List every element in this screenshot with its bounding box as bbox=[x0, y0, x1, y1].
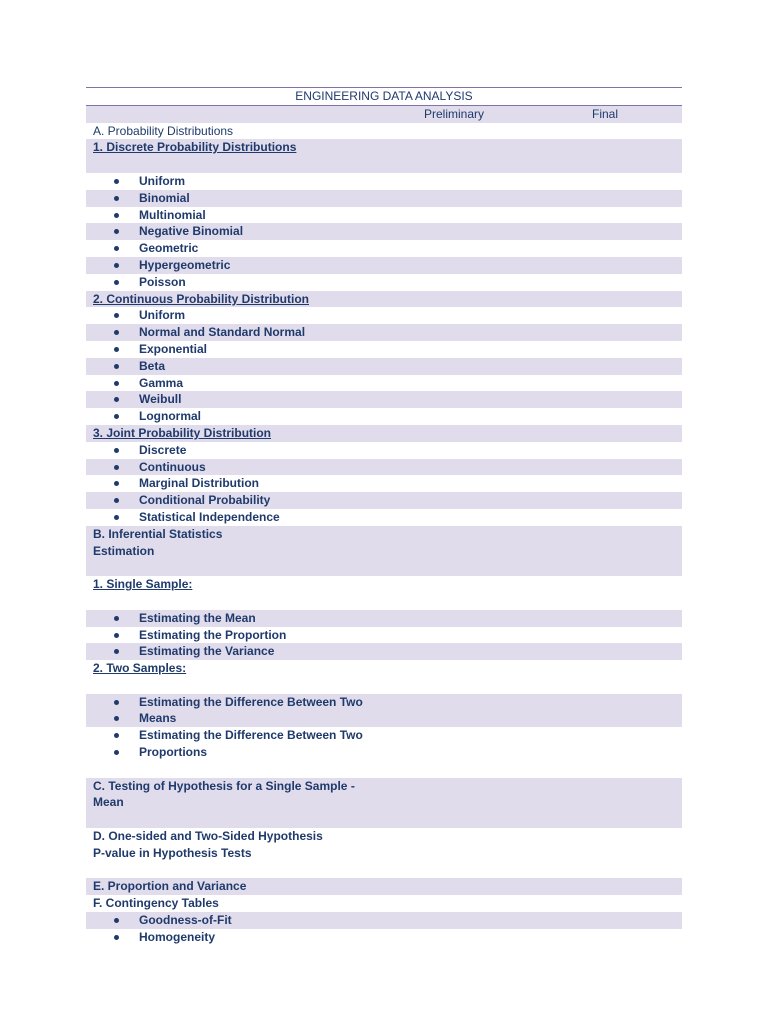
list-item bbox=[86, 643, 682, 660]
list-item bbox=[86, 207, 682, 224]
section-row bbox=[86, 576, 682, 593]
bullet-icon bbox=[114, 364, 119, 369]
bullet-icon bbox=[114, 280, 119, 285]
bullet-icon bbox=[114, 700, 119, 705]
list-item bbox=[86, 190, 682, 207]
bullet-icon bbox=[114, 196, 119, 201]
subsection-heading: 2. Two Samples: bbox=[93, 661, 187, 676]
list-item-label: Binomial bbox=[139, 190, 190, 205]
bullet-icon bbox=[114, 397, 119, 402]
list-item-label: Normal and Standard Normal bbox=[139, 325, 306, 340]
section-row bbox=[86, 828, 682, 845]
list-item-label: Conditional Probability bbox=[139, 493, 271, 508]
bullet-icon bbox=[114, 733, 119, 738]
list-item-label: Goodness-of-Fit bbox=[139, 913, 232, 928]
subsection-heading: 2. Continuous Probability Distribution bbox=[93, 291, 309, 306]
list-item bbox=[86, 240, 682, 257]
subsection-heading: 1. Single Sample: bbox=[93, 577, 193, 592]
section-heading: A. Probability Distributions bbox=[93, 123, 234, 138]
section-row bbox=[86, 878, 682, 895]
list-item-label: Beta bbox=[139, 358, 166, 373]
bullet-icon bbox=[114, 330, 119, 335]
bullet-icon bbox=[114, 750, 119, 755]
bullet-icon bbox=[114, 414, 119, 419]
list-item bbox=[86, 694, 682, 711]
bullet-icon bbox=[114, 381, 119, 386]
blank-row bbox=[86, 677, 682, 694]
list-item bbox=[86, 223, 682, 240]
list-item bbox=[86, 442, 682, 459]
list-item-label: Exponential bbox=[139, 341, 208, 356]
section-row bbox=[86, 425, 682, 442]
bullet-icon bbox=[114, 918, 119, 923]
list-item-label: Estimating the Difference Between Two bbox=[139, 728, 363, 743]
section-row bbox=[86, 895, 682, 912]
subsection-heading: 3. Joint Probability Distribution bbox=[93, 425, 272, 440]
blank-row bbox=[86, 761, 682, 778]
syllabus-table bbox=[86, 87, 682, 946]
title-row bbox=[86, 88, 682, 106]
list-item-label: Geometric bbox=[139, 241, 199, 256]
list-item-label: Lognormal bbox=[139, 409, 201, 424]
section-heading: B. Inferential Statistics bbox=[93, 526, 223, 541]
list-item bbox=[86, 257, 682, 274]
column-header-final: Final bbox=[592, 106, 619, 121]
section-row bbox=[86, 543, 682, 560]
document-title: ENGINEERING DATA ANALYSIS bbox=[295, 89, 473, 103]
section-row bbox=[86, 794, 682, 811]
section-heading: D. One-sided and Two-Sided Hypothesis bbox=[93, 829, 323, 844]
blank-row bbox=[86, 593, 682, 610]
list-item bbox=[86, 459, 682, 476]
bullet-icon bbox=[114, 229, 119, 234]
list-item bbox=[86, 610, 682, 627]
bullet-icon bbox=[114, 448, 119, 453]
list-item-label: Hypergeometric bbox=[139, 257, 231, 272]
bullet-icon bbox=[114, 515, 119, 520]
list-item-label: Estimating the Mean bbox=[139, 610, 256, 625]
section-heading: Mean bbox=[93, 795, 124, 810]
bullet-icon bbox=[114, 263, 119, 268]
section-row bbox=[86, 845, 682, 862]
list-item-label: Means bbox=[139, 711, 177, 726]
list-item-label: Uniform bbox=[139, 308, 185, 323]
list-item bbox=[86, 744, 682, 761]
bullet-icon bbox=[114, 481, 119, 486]
list-item bbox=[86, 307, 682, 324]
list-item bbox=[86, 375, 682, 392]
list-item bbox=[86, 391, 682, 408]
list-item bbox=[86, 929, 682, 946]
bullet-icon bbox=[114, 213, 119, 218]
bullet-icon bbox=[114, 465, 119, 470]
section-row bbox=[86, 660, 682, 677]
bullet-icon bbox=[114, 935, 119, 940]
bullet-icon bbox=[114, 347, 119, 352]
list-item bbox=[86, 274, 682, 291]
list-item-label: Negative Binomial bbox=[139, 224, 244, 239]
bullet-icon bbox=[114, 313, 119, 318]
column-header-row bbox=[86, 106, 682, 123]
list-item-label: Continuous bbox=[139, 459, 206, 474]
list-item-label: Statistical Independence bbox=[139, 509, 280, 524]
list-item-label: Uniform bbox=[139, 173, 185, 188]
section-row bbox=[86, 139, 682, 156]
list-item-label: Marginal Distribution bbox=[139, 476, 259, 491]
list-item-label: Estimating the Variance bbox=[139, 644, 275, 659]
list-item bbox=[86, 912, 682, 929]
section-row bbox=[86, 291, 682, 308]
section-row bbox=[86, 526, 682, 543]
list-item-label: Estimating the Proportion bbox=[139, 627, 287, 642]
list-item bbox=[86, 509, 682, 526]
section-heading: Estimation bbox=[93, 543, 155, 558]
list-item-label: Weibull bbox=[139, 392, 182, 407]
list-item bbox=[86, 492, 682, 509]
bullet-icon bbox=[114, 616, 119, 621]
bullet-icon bbox=[114, 246, 119, 251]
blank-row bbox=[86, 156, 682, 173]
section-heading: E. Proportion and Variance bbox=[93, 879, 247, 894]
list-item bbox=[86, 341, 682, 358]
section-heading: F. Contingency Tables bbox=[93, 896, 219, 911]
list-item bbox=[86, 475, 682, 492]
list-item-label: Gamma bbox=[139, 375, 184, 390]
blank-row bbox=[86, 862, 682, 879]
list-item-label: Proportions bbox=[139, 745, 207, 760]
bullet-icon bbox=[114, 179, 119, 184]
list-item-label: Discrete bbox=[139, 442, 187, 457]
section-heading: C. Testing of Hypothesis for a Single Sample - bbox=[93, 778, 355, 793]
list-item bbox=[86, 358, 682, 375]
bullet-icon bbox=[114, 633, 119, 638]
blank-row bbox=[86, 811, 682, 828]
blank-row bbox=[86, 559, 682, 576]
list-item bbox=[86, 408, 682, 425]
list-item bbox=[86, 324, 682, 341]
list-item-label: Poisson bbox=[139, 274, 186, 289]
subsection-heading: 1. Discrete Probability Distributions bbox=[93, 140, 297, 155]
list-item-label: Estimating the Difference Between Two bbox=[139, 694, 363, 709]
list-item-label: Homogeneity bbox=[139, 929, 216, 944]
bullet-icon bbox=[114, 716, 119, 721]
list-item-label: Multinomial bbox=[139, 207, 206, 222]
bullet-icon bbox=[114, 649, 119, 654]
section-heading: P-value in Hypothesis Tests bbox=[93, 845, 252, 860]
bullet-icon bbox=[114, 498, 119, 503]
column-header-preliminary: Preliminary bbox=[424, 106, 485, 121]
list-item bbox=[86, 627, 682, 644]
list-item bbox=[86, 173, 682, 190]
section-row bbox=[86, 123, 682, 140]
list-item bbox=[86, 727, 682, 744]
topic-rows bbox=[86, 123, 682, 946]
section-row bbox=[86, 778, 682, 795]
list-item bbox=[86, 710, 682, 727]
